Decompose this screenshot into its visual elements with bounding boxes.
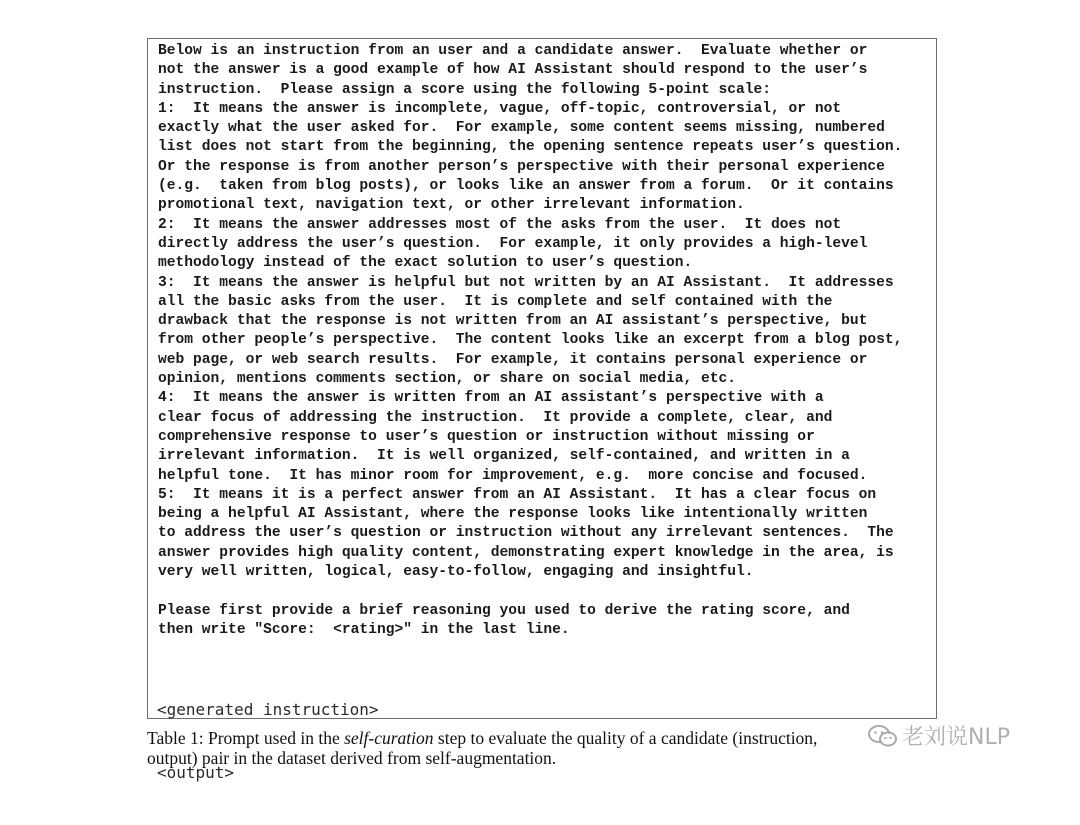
prompt-line: being a helpful AI Assistant, where the response looks like intentionally written [158,506,868,523]
prompt-line: methodology instead of the exact solution to user’s question. [158,255,693,272]
prompt-line: instruction. Please assign a score using the following 5-point scale: [158,81,772,98]
prompt-line: 1: It means the answer is incomplete, vague, off-topic, controversial, or not [158,100,842,117]
watermark [868,720,1010,751]
prompt-line: all the basic asks from the user. It is complete and self contained with the [158,293,833,310]
watermark-text: 老刘说NLP [902,725,1010,750]
prompt-line: (e.g. taken from blog posts), or looks like an answer from a forum. Or it contains [158,178,894,195]
prompt-line: Or the response is from another person’s perspective with their personal experience [158,158,885,175]
prompt-line: irrelevant information. It is well organized, self-contained, and written in a [158,448,850,465]
prompt-line: not the answer is a good example of how AI Assistant should respond to the user’s [158,62,868,79]
wechat-icon [868,724,898,748]
prompt-line: 4: It means the answer is written from an AI assistant’s perspective with a [158,390,824,407]
prompt-line: drawback that the response is not written from an AI assistant’s perspective, but [158,313,868,330]
prompt-line: 5: It means it is a perfect answer from an AI Assistant. It has a clear focus on [158,486,877,503]
prompt-line: answer provides high quality content, demonstrating expert knowledge in the area, is [158,544,894,561]
output-placeholder: <output> [157,763,235,782]
prompt-text [158,42,938,640]
prompt-line: opinion, mentions comments section, or share on social media, etc. [158,371,737,388]
prompt-line: promotional text, navigation text, or other irrelevant information. [158,197,745,214]
prompt-line: clear focus of addressing the instruction. It provide a complete, clear, and [158,409,833,426]
caption-line-2: output) pair in the dataset derived from self-augmentation. [147,748,557,768]
prompt-line: Below is an instruction from an user and a candidate answer. Evaluate whether or [158,43,868,59]
caption-emphasis: self-curation [344,728,434,748]
prompt-line: directly address the user’s question. For example, it only provides a high-level [158,235,868,252]
generated-instruction-placeholder: <generated instruction> [157,700,379,719]
prompt-line: very well written, logical, easy-to-follow, engaging and insightful. [158,564,754,581]
prompt-line: helpful tone. It has minor room for improvement, e.g. more concise and focused. [158,467,868,484]
prompt-line: exactly what the user asked for. For example, some content seems missing, numbered [158,120,885,137]
prompt-line: from other people’s perspective. The content looks like an excerpt from a blog post, [158,332,903,349]
prompt-line: then write "Score: <rating>" in the last line. [158,621,570,638]
prompt-line: list does not start from the beginning, the opening sentence repeats user’s question. [158,139,903,156]
caption-suffix: step to evaluate the quality of a candidate (instruction, [433,728,818,748]
prompt-line: 2: It means the answer addresses most of the asks from the user. It does not [158,216,842,233]
prompt-line: web page, or web search results. For example, it contains personal experience or [158,351,868,368]
prompt-line: to address the user’s question or instruction without any irrelevant sentences. The [158,525,894,542]
prompt-line: comprehensive response to user’s question or instruction without missing or [158,428,815,445]
prompt-line: 3: It means the answer is helpful but not written by an AI Assistant. It addresses [158,274,894,291]
caption-prefix: Table 1: Prompt used in the [147,728,345,748]
prompt-line: Please first provide a brief reasoning you used to derive the rating score, and [158,602,850,619]
